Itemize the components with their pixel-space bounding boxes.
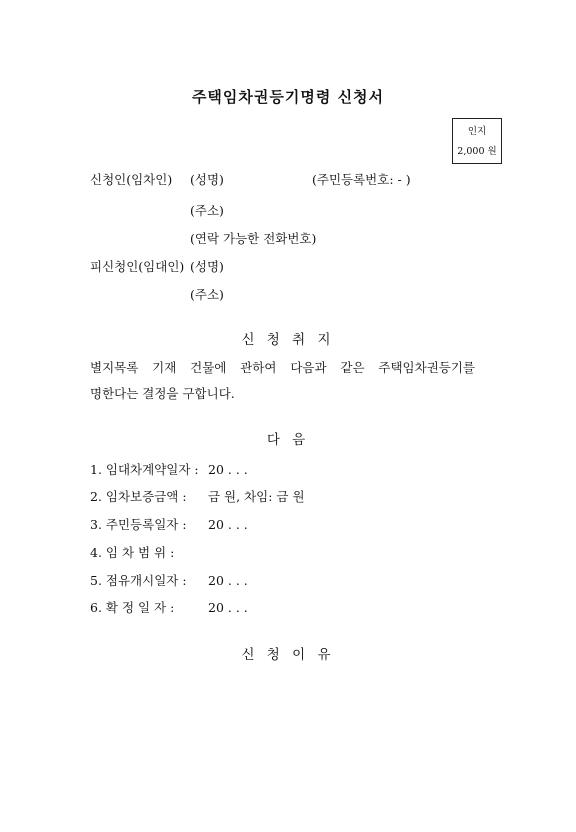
respondent-name-label: (성명)	[190, 259, 224, 274]
respondent-role: 피신청인(임대인)	[90, 259, 185, 274]
stamp-amount: 2,000 원	[457, 146, 497, 157]
reason-heading: 신 청 이 유	[241, 647, 335, 663]
detail-item-label: 1. 임대차계약일자 :	[90, 462, 199, 477]
purpose-heading: 신 청 취 지	[241, 332, 335, 348]
applicant-name-label: (성명)	[190, 172, 224, 187]
detail-item	[90, 598, 248, 616]
detail-item-label: 4. 임 차 범 위 :	[90, 545, 175, 560]
stamp-label: 인지	[467, 126, 487, 137]
detail-item-value: 20 . . .	[208, 573, 248, 588]
detail-item	[90, 571, 248, 589]
detail-item-value: 20 . . .	[208, 462, 248, 477]
applicant-address-label: (주소)	[190, 203, 224, 218]
purpose-line-1: 별지목록 기재 건물에 관하여 다음과 같은 주택임차권등기를	[90, 360, 475, 375]
detail-item	[90, 460, 248, 478]
detail-item-label: 6. 확 정 일 자 :	[90, 600, 175, 615]
detail-item-label: 3. 주민등록일자 :	[90, 517, 187, 532]
applicant-role: 신청인(임차인)	[90, 172, 173, 187]
detail-item	[90, 487, 305, 505]
detail-item-value: 20 . . .	[208, 600, 248, 615]
applicant-phone-label: (연락 가능한 전화번호)	[190, 231, 317, 246]
document-title: 주택임차권등기명령 신청서	[191, 88, 385, 106]
detail-item-label: 5. 점유개시일자 :	[90, 573, 187, 588]
detail-item-value: 금 원, 차임: 금 원	[208, 489, 305, 504]
detail-item-value: 20 . . .	[208, 517, 248, 532]
applicant-id-label: (주민등록번호: - )	[312, 172, 411, 187]
detail-item	[90, 543, 208, 561]
purpose-line-2: 명한다는 결정을 구합니다.	[90, 386, 235, 401]
detail-item	[90, 515, 248, 533]
details-heading: 다 음	[266, 432, 310, 448]
respondent-address-label: (주소)	[190, 287, 224, 302]
revenue-stamp-box	[452, 118, 502, 164]
detail-item-label: 2. 임차보증금액 :	[90, 489, 187, 504]
